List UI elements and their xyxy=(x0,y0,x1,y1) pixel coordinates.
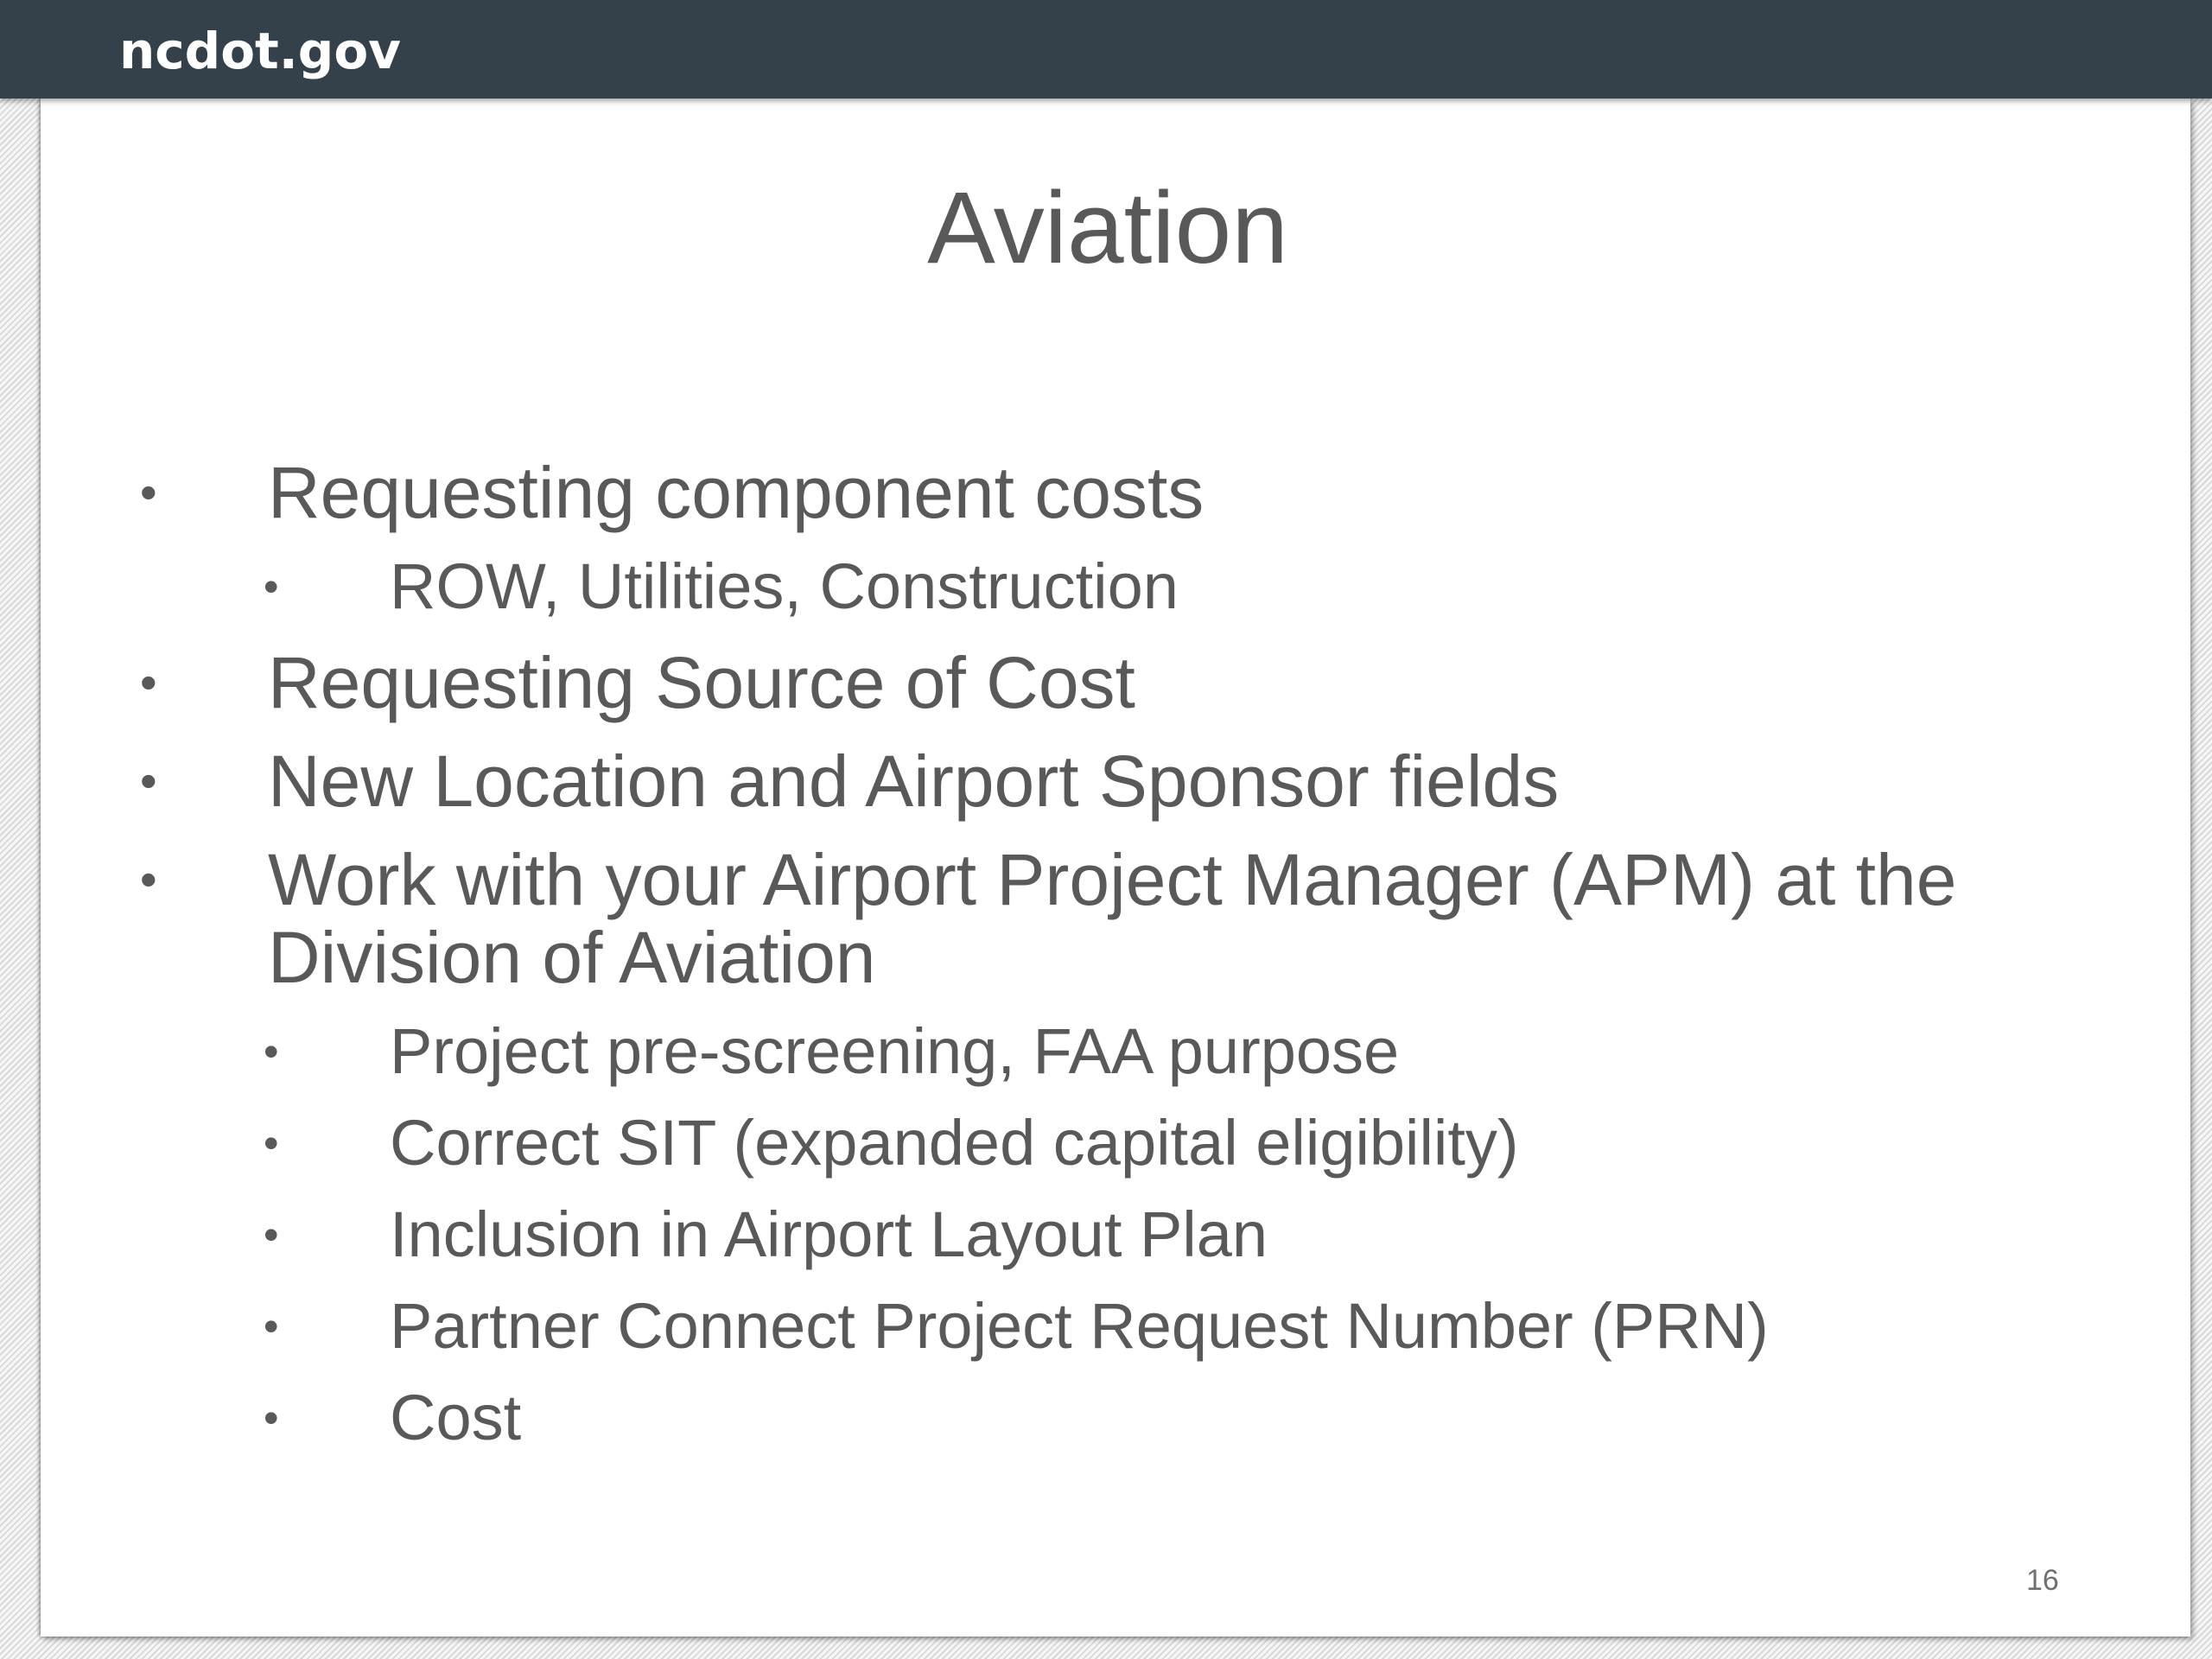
bullet-icon: • xyxy=(140,753,157,808)
page-number: 16 xyxy=(2026,1564,2059,1597)
bullet-icon: • xyxy=(264,563,279,611)
bullet-icon: • xyxy=(264,1027,279,1076)
list-item-text: Requesting Source of Cost xyxy=(268,642,1135,723)
bullet-icon: • xyxy=(140,852,157,906)
ncdot-logo[interactable]: ncdot.gov xyxy=(119,22,401,80)
list-item-text: Inclusion in Airport Layout Plan xyxy=(390,1198,1268,1270)
bullet-icon: • xyxy=(140,465,157,519)
list-item-text: New Location and Airport Sponsor fields xyxy=(268,741,1560,822)
slide-title: Aviation xyxy=(927,171,1288,285)
list-item-text: Project pre-screening, FAA purpose xyxy=(390,1015,1400,1087)
list-item-text: Correct SIT (expanded capital eligibility) xyxy=(390,1107,1519,1179)
list-item-text: Cost xyxy=(390,1382,522,1453)
bullet-icon: • xyxy=(140,655,157,709)
list-item-text: Requesting component costs xyxy=(268,452,1205,533)
header-bar xyxy=(0,0,2212,99)
bullet-icon: • xyxy=(264,1394,279,1442)
list-item-text: Partner Connect Project Request Number (PRN) xyxy=(390,1290,1769,1362)
bullet-icon: • xyxy=(264,1119,279,1167)
slide xyxy=(41,99,2190,1637)
bullet-list xyxy=(41,99,2190,1637)
bullet-icon: • xyxy=(264,1302,279,1351)
list-item-text: Work with your Airport Project Manager (APM) at the xyxy=(268,839,1957,920)
list-item-text: Division of Aviation xyxy=(268,917,876,998)
bullet-icon: • xyxy=(264,1211,279,1259)
list-item-text: ROW, Utilities, Construction xyxy=(390,550,1179,622)
